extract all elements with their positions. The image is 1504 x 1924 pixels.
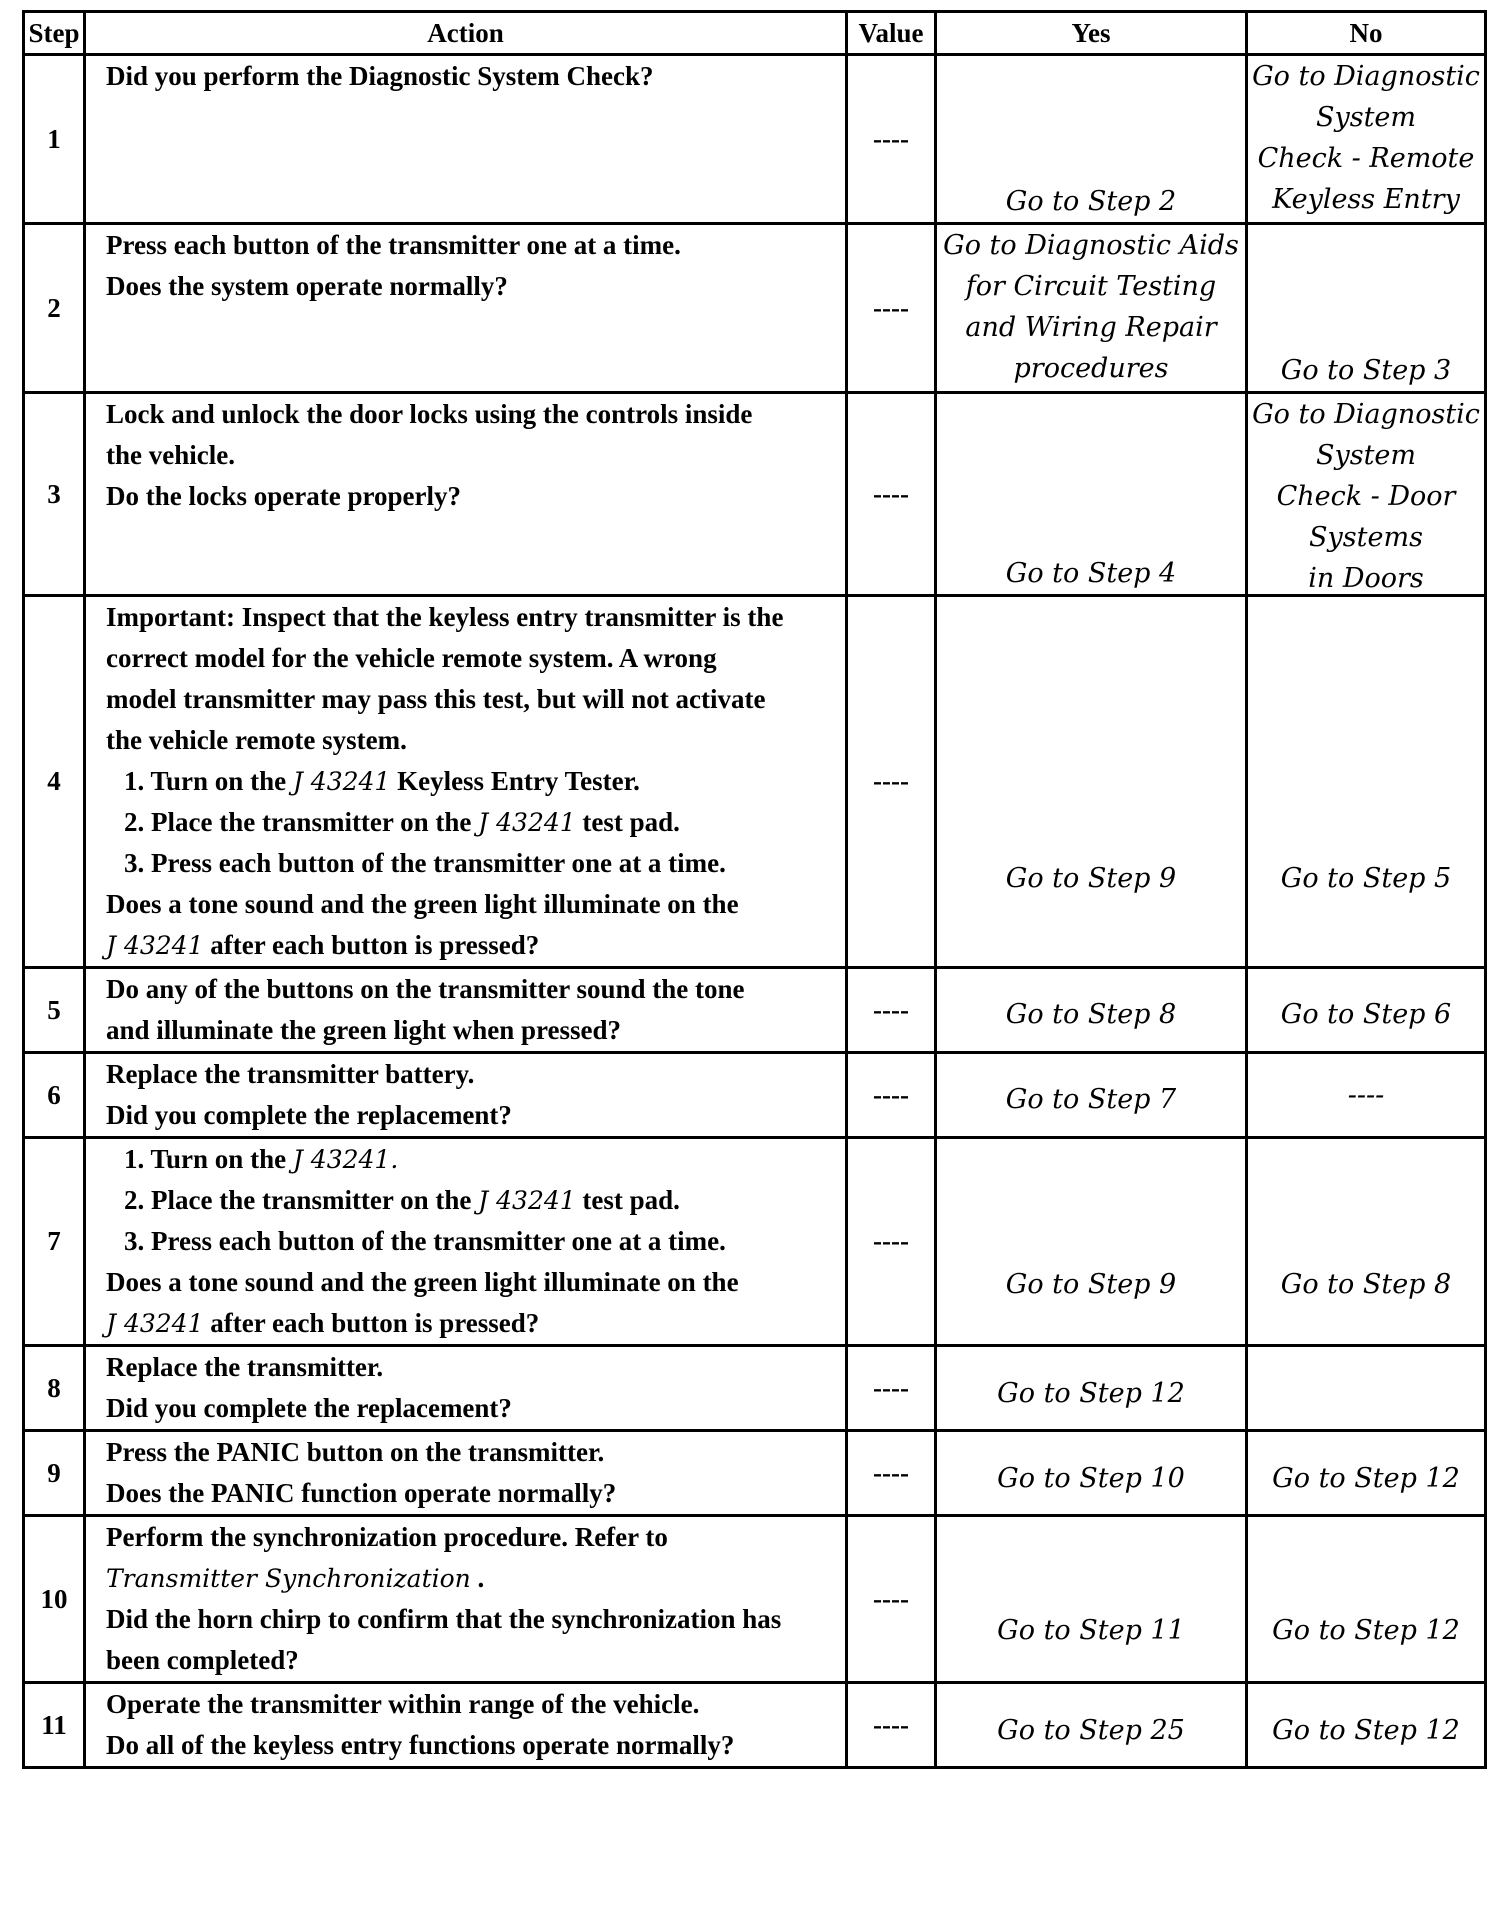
action-line	[106, 56, 837, 97]
yes-text-line: procedures	[1013, 353, 1169, 384]
spacer	[1248, 597, 1484, 858]
yes-cell	[936, 393, 1247, 596]
action-line	[106, 597, 837, 638]
no-cell-content	[1248, 1684, 1484, 1751]
yes-text-line: Go to Diagnostic Aids	[943, 230, 1239, 261]
table-row	[24, 393, 1486, 596]
reference-text: J 43241	[478, 1186, 576, 1215]
action-line	[106, 1347, 837, 1388]
action-text: test pad.	[575, 1185, 680, 1215]
yes-cell-content	[937, 597, 1245, 899]
value-cell: ----	[847, 393, 936, 596]
action-line	[106, 720, 837, 761]
yes-goto: Go to Step 9	[1005, 863, 1177, 894]
spacer	[1248, 225, 1484, 350]
action-line	[106, 1725, 837, 1766]
header-row	[24, 12, 1486, 55]
spacer	[937, 597, 1245, 858]
no-cell-content	[1248, 394, 1484, 594]
no-lines	[1248, 56, 1484, 220]
step-number-cell: 1	[24, 55, 85, 224]
spacer	[937, 969, 1245, 994]
action-line	[106, 435, 837, 476]
no-cell-content	[1248, 597, 1484, 899]
table-body	[24, 55, 1486, 1768]
yes-goto: Go to Step 10	[997, 1463, 1185, 1494]
no-cell	[1247, 968, 1486, 1053]
action-text: 3. Press each button of the transmitter one at a time.	[124, 848, 726, 878]
value-cell: ----	[847, 1053, 936, 1138]
no-text-line: Systems	[1309, 522, 1423, 553]
table-row	[24, 1346, 1486, 1431]
yes-cell	[936, 1431, 1247, 1516]
action-text: Inspect that the keyless entry transmitter is the	[235, 602, 784, 632]
table-row	[24, 1683, 1486, 1768]
no-text-line: Check - Remote	[1257, 143, 1475, 174]
spacer	[937, 1517, 1245, 1610]
spacer	[937, 1347, 1245, 1373]
no-cell-content	[1248, 1432, 1484, 1499]
action-line	[106, 761, 837, 802]
action-line	[106, 225, 837, 266]
action-text: 1. Turn on the	[124, 1144, 293, 1174]
action-text: Did you complete the replacement?	[106, 1393, 512, 1423]
spacer	[1248, 1347, 1484, 1414]
action-line	[106, 1262, 837, 1303]
yes-goto: Go to Step 2	[1005, 186, 1177, 217]
step-number-cell: 4	[24, 596, 85, 968]
action-text: Keyless Entry Tester.	[390, 766, 640, 796]
yes-cell	[936, 1683, 1247, 1768]
action-text: Do any of the buttons on the transmitter sound the tone	[106, 974, 745, 1004]
yes-goto: Go to Step 12	[997, 1378, 1185, 1409]
action-text: .	[470, 1563, 485, 1593]
spacer	[937, 56, 1245, 181]
spacer	[1248, 220, 1484, 222]
yes-cell-content	[937, 1347, 1245, 1414]
table-row	[24, 1053, 1486, 1138]
value-cell: ----	[847, 596, 936, 968]
yes-cell-content	[937, 1432, 1245, 1499]
yes-cell	[936, 1053, 1247, 1138]
action-text: Did you complete the replacement?	[106, 1100, 512, 1130]
yes-cell-content	[937, 969, 1245, 1035]
no-cell	[1247, 596, 1486, 968]
header-step: Step	[24, 12, 85, 55]
yes-cell-content	[937, 1517, 1245, 1651]
no-cell	[1247, 1683, 1486, 1768]
action-text: Does a tone sound and the green light illuminate on the	[106, 1267, 739, 1297]
action-text: 2. Place the transmitter on the	[124, 807, 479, 837]
no-goto: Go to Step 12	[1272, 1463, 1460, 1494]
no-lines	[1248, 394, 1484, 599]
step-number-cell: 7	[24, 1138, 85, 1346]
action-cell	[85, 1346, 847, 1431]
no-cell-content	[1248, 1347, 1484, 1414]
no-text-line: Go to Diagnostic	[1252, 61, 1480, 92]
no-text-line: System	[1315, 102, 1417, 133]
no-cell	[1247, 393, 1486, 596]
action-text: Does the PANIC function operate normally?	[106, 1478, 617, 1508]
action-line	[106, 925, 837, 966]
action-cell	[85, 55, 847, 224]
action-text: Press the PANIC button on the transmitter.	[106, 1437, 605, 1467]
yes-text-line: and Wiring Repair	[965, 312, 1217, 343]
no-goto: Go to Step 6	[1280, 999, 1452, 1030]
action-line	[106, 1432, 837, 1473]
no-cell	[1247, 1346, 1486, 1431]
action-cell	[85, 968, 847, 1053]
spacer	[937, 1684, 1245, 1710]
step-number-cell: 3	[24, 393, 85, 596]
action-line	[106, 1139, 837, 1180]
step-number-cell: 10	[24, 1516, 85, 1683]
yes-cell	[936, 224, 1247, 393]
no-text-line: System	[1315, 440, 1417, 471]
yes-cell	[936, 1138, 1247, 1346]
action-text: Did you perform the Diagnostic System Check?	[106, 61, 654, 91]
no-goto: Go to Step 12	[1272, 1615, 1460, 1646]
action-line	[106, 1599, 837, 1640]
table-row	[24, 1516, 1486, 1683]
spacer	[1248, 969, 1484, 994]
action-text: and illuminate the green light when pressed?	[106, 1015, 622, 1045]
no-cell-content	[1248, 56, 1484, 222]
table-row	[24, 55, 1486, 224]
step-number-cell: 5	[24, 968, 85, 1053]
yes-cell	[936, 596, 1247, 968]
yes-goto: Go to Step 8	[1005, 999, 1177, 1030]
no-cell-content	[1248, 969, 1484, 1035]
action-text: Did the horn chirp to confirm that the synchronization has	[106, 1604, 782, 1634]
no-cell	[1247, 224, 1486, 393]
yes-goto: Go to Step 25	[997, 1715, 1185, 1746]
action-line	[106, 884, 837, 925]
step-number-cell: 6	[24, 1053, 85, 1138]
no-cell	[1247, 55, 1486, 224]
no-cell	[1247, 1138, 1486, 1346]
step-number-cell: 9	[24, 1431, 85, 1516]
spacer	[937, 394, 1245, 553]
yes-cell-content	[937, 225, 1245, 391]
no-text-line: in Doors	[1308, 563, 1424, 594]
action-text: Lock and unlock the door locks using the controls inside	[106, 399, 753, 429]
action-text: Operate the transmitter within range of the vehicle.	[106, 1689, 700, 1719]
spacer	[937, 389, 1245, 391]
yes-goto: Go to Step 11	[997, 1615, 1185, 1646]
table-row	[24, 1138, 1486, 1346]
yes-cell-content	[937, 394, 1245, 594]
action-line	[106, 1303, 837, 1344]
action-line	[106, 476, 837, 517]
yes-cell-content	[937, 1684, 1245, 1751]
action-line	[106, 1388, 837, 1429]
no-cell-content	[1248, 1517, 1484, 1651]
table-row	[24, 596, 1486, 968]
no-cell-content	[1248, 225, 1484, 391]
reference-text: J 43241	[106, 931, 204, 960]
step-number-cell: 8	[24, 1346, 85, 1431]
action-text: 2. Place the transmitter on the	[124, 1185, 479, 1215]
spacer	[937, 1432, 1245, 1458]
action-line	[106, 802, 837, 843]
yes-cell	[936, 968, 1247, 1053]
yes-goto: Go to Step 7	[1005, 1084, 1177, 1115]
no-goto: Go to Step 12	[1272, 1715, 1460, 1746]
action-text: model transmitter may pass this test, but will not activate	[106, 684, 766, 714]
action-cell	[85, 596, 847, 968]
table-row	[24, 968, 1486, 1053]
reference-text: Transmitter Synchronization	[106, 1564, 471, 1593]
no-text-line: Check - Door	[1276, 481, 1456, 512]
action-text: Perform the synchronization procedure. Refer to	[106, 1522, 668, 1552]
action-text: Press each button of the transmitter one at a time.	[106, 230, 681, 260]
action-line	[106, 1640, 837, 1681]
no-goto: Go to Step 8	[1280, 1269, 1452, 1300]
no-cell	[1247, 1516, 1486, 1683]
action-text: been completed?	[106, 1645, 299, 1675]
action-text: test pad.	[575, 807, 680, 837]
value-cell: ----	[847, 1431, 936, 1516]
action-text: correct model for the vehicle remote system. A wrong	[106, 643, 717, 673]
action-line	[106, 394, 837, 435]
header-yes: Yes	[936, 12, 1247, 55]
action-text: the vehicle.	[106, 440, 235, 470]
spacer	[1248, 1432, 1484, 1458]
action-cell	[85, 1683, 847, 1768]
table-row	[24, 224, 1486, 393]
action-text: after each button is pressed?	[203, 1308, 540, 1338]
yes-goto: Go to Step 9	[1005, 1269, 1177, 1300]
action-text: Does a tone sound and the green light illuminate on the	[106, 889, 739, 919]
yes-text-line: for Circuit Testing	[965, 271, 1217, 302]
action-line	[106, 1221, 837, 1262]
value-cell: ----	[847, 55, 936, 224]
important-label: Important:	[106, 602, 235, 632]
header-value: Value	[847, 12, 936, 55]
action-cell	[85, 224, 847, 393]
value-cell: ----	[847, 224, 936, 393]
diagnostic-table	[22, 10, 1487, 1769]
yes-cell-content	[937, 1054, 1245, 1120]
value-cell: ----	[847, 1138, 936, 1346]
yes-cell	[936, 1516, 1247, 1683]
yes-cell	[936, 55, 1247, 224]
action-line	[106, 1054, 837, 1095]
action-line	[106, 1473, 837, 1514]
action-line	[106, 266, 837, 307]
action-cell	[85, 1431, 847, 1516]
yes-goto: Go to Step 4	[1005, 558, 1177, 589]
action-line	[106, 1010, 837, 1051]
action-line	[106, 843, 837, 884]
no-dash: ----	[1347, 1079, 1385, 1111]
action-line	[106, 1180, 837, 1221]
no-goto: Go to Step 3	[1280, 355, 1452, 386]
spacer	[1248, 1684, 1484, 1710]
no-text-line: Go to Diagnostic	[1252, 399, 1480, 430]
no-goto: Go to Step 5	[1280, 863, 1452, 894]
action-text: 1. Turn on the	[124, 766, 293, 796]
action-text: 3. Press each button of the transmitter one at a time.	[124, 1226, 726, 1256]
yes-lines	[937, 225, 1245, 389]
action-text: after each button is pressed?	[203, 930, 540, 960]
action-text: Replace the transmitter battery.	[106, 1059, 475, 1089]
value-cell: ----	[847, 1346, 936, 1431]
action-line	[106, 1558, 837, 1599]
spacer	[1248, 1517, 1484, 1610]
header-no: No	[1247, 12, 1486, 55]
step-number-cell: 2	[24, 224, 85, 393]
action-text: Replace the transmitter.	[106, 1352, 384, 1382]
no-cell	[1247, 1053, 1486, 1138]
value-cell: ----	[847, 968, 936, 1053]
reference-text: J 43241.	[292, 1145, 399, 1174]
action-line	[106, 1095, 837, 1136]
action-cell	[85, 1516, 847, 1683]
spacer	[937, 1139, 1245, 1264]
no-text-line: Keyless Entry	[1272, 184, 1460, 215]
action-line	[106, 1517, 837, 1558]
action-line	[106, 969, 837, 1010]
value-cell: ----	[847, 1683, 936, 1768]
action-text: Does the system operate normally?	[106, 271, 508, 301]
action-cell	[85, 1053, 847, 1138]
reference-text: J 43241	[292, 767, 391, 796]
table-row	[24, 1431, 1486, 1516]
action-line	[106, 679, 837, 720]
step-number-cell: 11	[24, 1683, 85, 1768]
yes-cell	[936, 1346, 1247, 1431]
action-text: the vehicle remote system.	[106, 725, 407, 755]
reference-text: J 43241	[106, 1309, 204, 1338]
action-line	[106, 1684, 837, 1725]
action-text: Do all of the keyless entry functions operate normally?	[106, 1730, 735, 1760]
header-action: Action	[85, 12, 847, 55]
spacer	[937, 1054, 1245, 1079]
no-cell	[1247, 1431, 1486, 1516]
spacer	[1248, 1139, 1484, 1264]
action-line	[106, 638, 837, 679]
action-text: Do the locks operate properly?	[106, 481, 461, 511]
action-cell	[85, 393, 847, 596]
action-cell	[85, 1138, 847, 1346]
yes-cell-content	[937, 56, 1245, 222]
no-cell-content	[1248, 1139, 1484, 1305]
reference-text: J 43241	[478, 808, 576, 837]
value-cell: ----	[847, 1516, 936, 1683]
yes-cell-content	[937, 1139, 1245, 1305]
